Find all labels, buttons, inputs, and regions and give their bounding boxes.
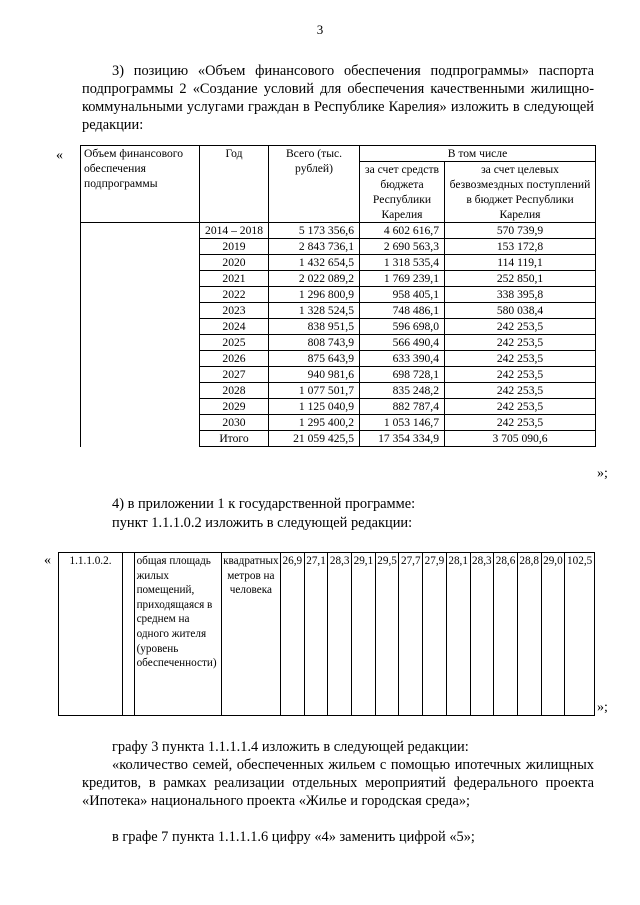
total-cell: 1 432 654,5 <box>269 255 360 271</box>
budget-cell: 748 486,1 <box>360 303 445 319</box>
year-cell: 2020 <box>200 255 269 271</box>
year-cell: 2029 <box>200 399 269 415</box>
indicator-value-cell: 28,3 <box>470 553 494 716</box>
grants-cell: 114 119,1 <box>445 255 596 271</box>
table-row <box>81 287 596 303</box>
year-cell: 2023 <box>200 303 269 319</box>
indicator-value-cell: 28,1 <box>446 553 470 716</box>
table-row <box>81 255 596 271</box>
table-row <box>81 319 596 335</box>
table-row <box>81 415 596 431</box>
year-cell: 2014 – 2018 <box>200 223 269 239</box>
indicator-row <box>59 553 595 716</box>
paragraph-column7: в графе 7 пункта 1.1.1.1.6 цифру «4» заменить цифрой «5»; <box>112 829 475 845</box>
total-cell: 2 843 736,1 <box>269 239 360 255</box>
row-label-cell <box>81 239 200 255</box>
table-row <box>81 399 596 415</box>
header-total-cell: Всего (тыс. рублей) <box>269 146 360 223</box>
table-row <box>81 271 596 287</box>
header-including-cell: В том числе <box>360 146 596 162</box>
row-label-cell <box>81 271 200 287</box>
indicator-value-cell: 29,5 <box>375 553 399 716</box>
budget-cell: 882 787,4 <box>360 399 445 415</box>
year-cell: Итого <box>200 431 269 447</box>
table-row <box>81 431 596 447</box>
year-cell: 2022 <box>200 287 269 303</box>
year-cell: 2024 <box>200 319 269 335</box>
indicator-value-cell: 28,6 <box>494 553 518 716</box>
year-cell: 2019 <box>200 239 269 255</box>
total-cell: 1 295 400,2 <box>269 415 360 431</box>
header-budget-cell: за счет средств бюджета Республики Карелия <box>360 162 445 223</box>
indicator-value-cell: 27,7 <box>399 553 423 716</box>
budget-cell: 2 690 563,3 <box>360 239 445 255</box>
grants-cell: 153 172,8 <box>445 239 596 255</box>
grants-cell: 570 739,9 <box>445 223 596 239</box>
row-label-cell <box>81 399 200 415</box>
indicator-value-cell: 27,1 <box>304 553 328 716</box>
grants-cell: 242 253,5 <box>445 351 596 367</box>
total-cell: 808 743,9 <box>269 335 360 351</box>
year-cell: 2025 <box>200 335 269 351</box>
row-label-cell <box>81 335 200 351</box>
budget-cell: 1 318 535,4 <box>360 255 445 271</box>
budget-cell: 596 698,0 <box>360 319 445 335</box>
grants-cell: 242 253,5 <box>445 415 596 431</box>
paragraph-column3: графу 3 пункта 1.1.1.1.4 изложить в следующей редакции: <box>112 739 469 755</box>
table-row <box>81 367 596 383</box>
budget-cell: 633 390,4 <box>360 351 445 367</box>
budget-cell: 4 602 616,7 <box>360 223 445 239</box>
table-row <box>81 223 596 239</box>
row-label-cell <box>81 351 200 367</box>
budget-cell: 958 405,1 <box>360 287 445 303</box>
grants-cell: 242 253,5 <box>445 367 596 383</box>
total-cell: 1 077 501,7 <box>269 383 360 399</box>
total-cell: 1 328 524,5 <box>269 303 360 319</box>
paragraph-item-edit: пункт 1.1.1.0.2 изложить в следующей редакции: <box>112 515 413 531</box>
header-grants-cell: за счет целевых безвозмездных поступлений в бюджет Республики Карелия <box>445 162 596 223</box>
table-row <box>81 239 596 255</box>
grants-cell: 242 253,5 <box>445 335 596 351</box>
open-quote-2: « <box>44 553 51 568</box>
total-cell: 21 059 425,5 <box>269 431 360 447</box>
grants-cell: 242 253,5 <box>445 399 596 415</box>
budget-cell: 1 769 239,1 <box>360 271 445 287</box>
budget-cell: 566 490,4 <box>360 335 445 351</box>
table-row <box>81 303 596 319</box>
grants-cell: 338 395,8 <box>445 287 596 303</box>
indicator-value-cell: 28,8 <box>517 553 541 716</box>
grants-cell: 3 705 090,6 <box>445 431 596 447</box>
row-label-cell <box>81 223 200 239</box>
row-label-cell <box>81 287 200 303</box>
row-label-cell <box>81 383 200 399</box>
year-cell: 2026 <box>200 351 269 367</box>
header-year-cell: Год <box>200 146 269 223</box>
total-cell: 940 981,6 <box>269 367 360 383</box>
paragraph-families-count: «количество семей, обеспеченных жильем с помощью ипотечных жилищных кредитов, в рамках реализации отдельных мероприятий федерального проекта «Ипотека» национального проекта «Жилье и городская среда»; <box>82 757 594 809</box>
total-cell: 875 643,9 <box>269 351 360 367</box>
budget-cell: 835 248,2 <box>360 383 445 399</box>
year-cell: 2027 <box>200 367 269 383</box>
paragraph-subprogram-intro: 3) позицию «Объем финансового обеспечения подпрограммы» паспорта подпрограммы 2 «Создание условий для обеспечения качественными жилищно-коммунальными услугами граждан в Республике Карелия» изложить в следующей редакции: <box>82 63 594 133</box>
grants-cell: 242 253,5 <box>445 319 596 335</box>
table-row <box>81 351 596 367</box>
indicator-value-cell: 28,3 <box>328 553 352 716</box>
close-quote-2: »; <box>597 700 608 715</box>
indicator-unit: квадратных метров на человека <box>221 553 280 716</box>
indicator-name: общая площадь жилых помещений, приходящаяся в среднем на одного жителя (уровень обеспеченности) <box>134 553 221 716</box>
indicator-value-cell: 27,9 <box>423 553 447 716</box>
page-number: 3 <box>316 22 324 37</box>
paragraph-appendix: 4) в приложении 1 к государственной программе: <box>112 496 416 512</box>
total-cell: 5 173 356,6 <box>269 223 360 239</box>
open-quote: « <box>56 148 63 163</box>
year-cell: 2028 <box>200 383 269 399</box>
table-row <box>81 383 596 399</box>
header-label-cell: Объем финансового обеспечения подпрограммы <box>81 146 200 223</box>
budget-cell: 698 728,1 <box>360 367 445 383</box>
row-label-cell <box>81 255 200 271</box>
total-cell: 1 125 040,9 <box>269 399 360 415</box>
budget-cell: 17 354 334,9 <box>360 431 445 447</box>
indicator-value-cell: 29,0 <box>541 553 565 716</box>
table-row <box>81 335 596 351</box>
row-label-cell <box>81 431 200 447</box>
row-label-cell <box>81 415 200 431</box>
indicator-value-cell: 102,5 <box>565 553 595 716</box>
row-label-cell <box>81 367 200 383</box>
indicator-value-cell: 29,1 <box>352 553 376 716</box>
table-header-row <box>81 146 596 162</box>
empty-cell <box>123 553 135 716</box>
indicator-table <box>58 552 595 716</box>
total-cell: 838 951,5 <box>269 319 360 335</box>
budget-cell: 1 053 146,7 <box>360 415 445 431</box>
total-cell: 2 022 089,2 <box>269 271 360 287</box>
indicator-value-cell: 26,9 <box>281 553 305 716</box>
grants-cell: 580 038,4 <box>445 303 596 319</box>
row-label-cell <box>81 303 200 319</box>
grants-cell: 242 253,5 <box>445 383 596 399</box>
indicator-code: 1.1.1.0.2. <box>59 553 123 716</box>
financing-table <box>80 145 596 447</box>
total-cell: 1 296 800,9 <box>269 287 360 303</box>
close-quote-1: »; <box>597 466 608 481</box>
grants-cell: 252 850,1 <box>445 271 596 287</box>
row-label-cell <box>81 319 200 335</box>
year-cell: 2021 <box>200 271 269 287</box>
year-cell: 2030 <box>200 415 269 431</box>
